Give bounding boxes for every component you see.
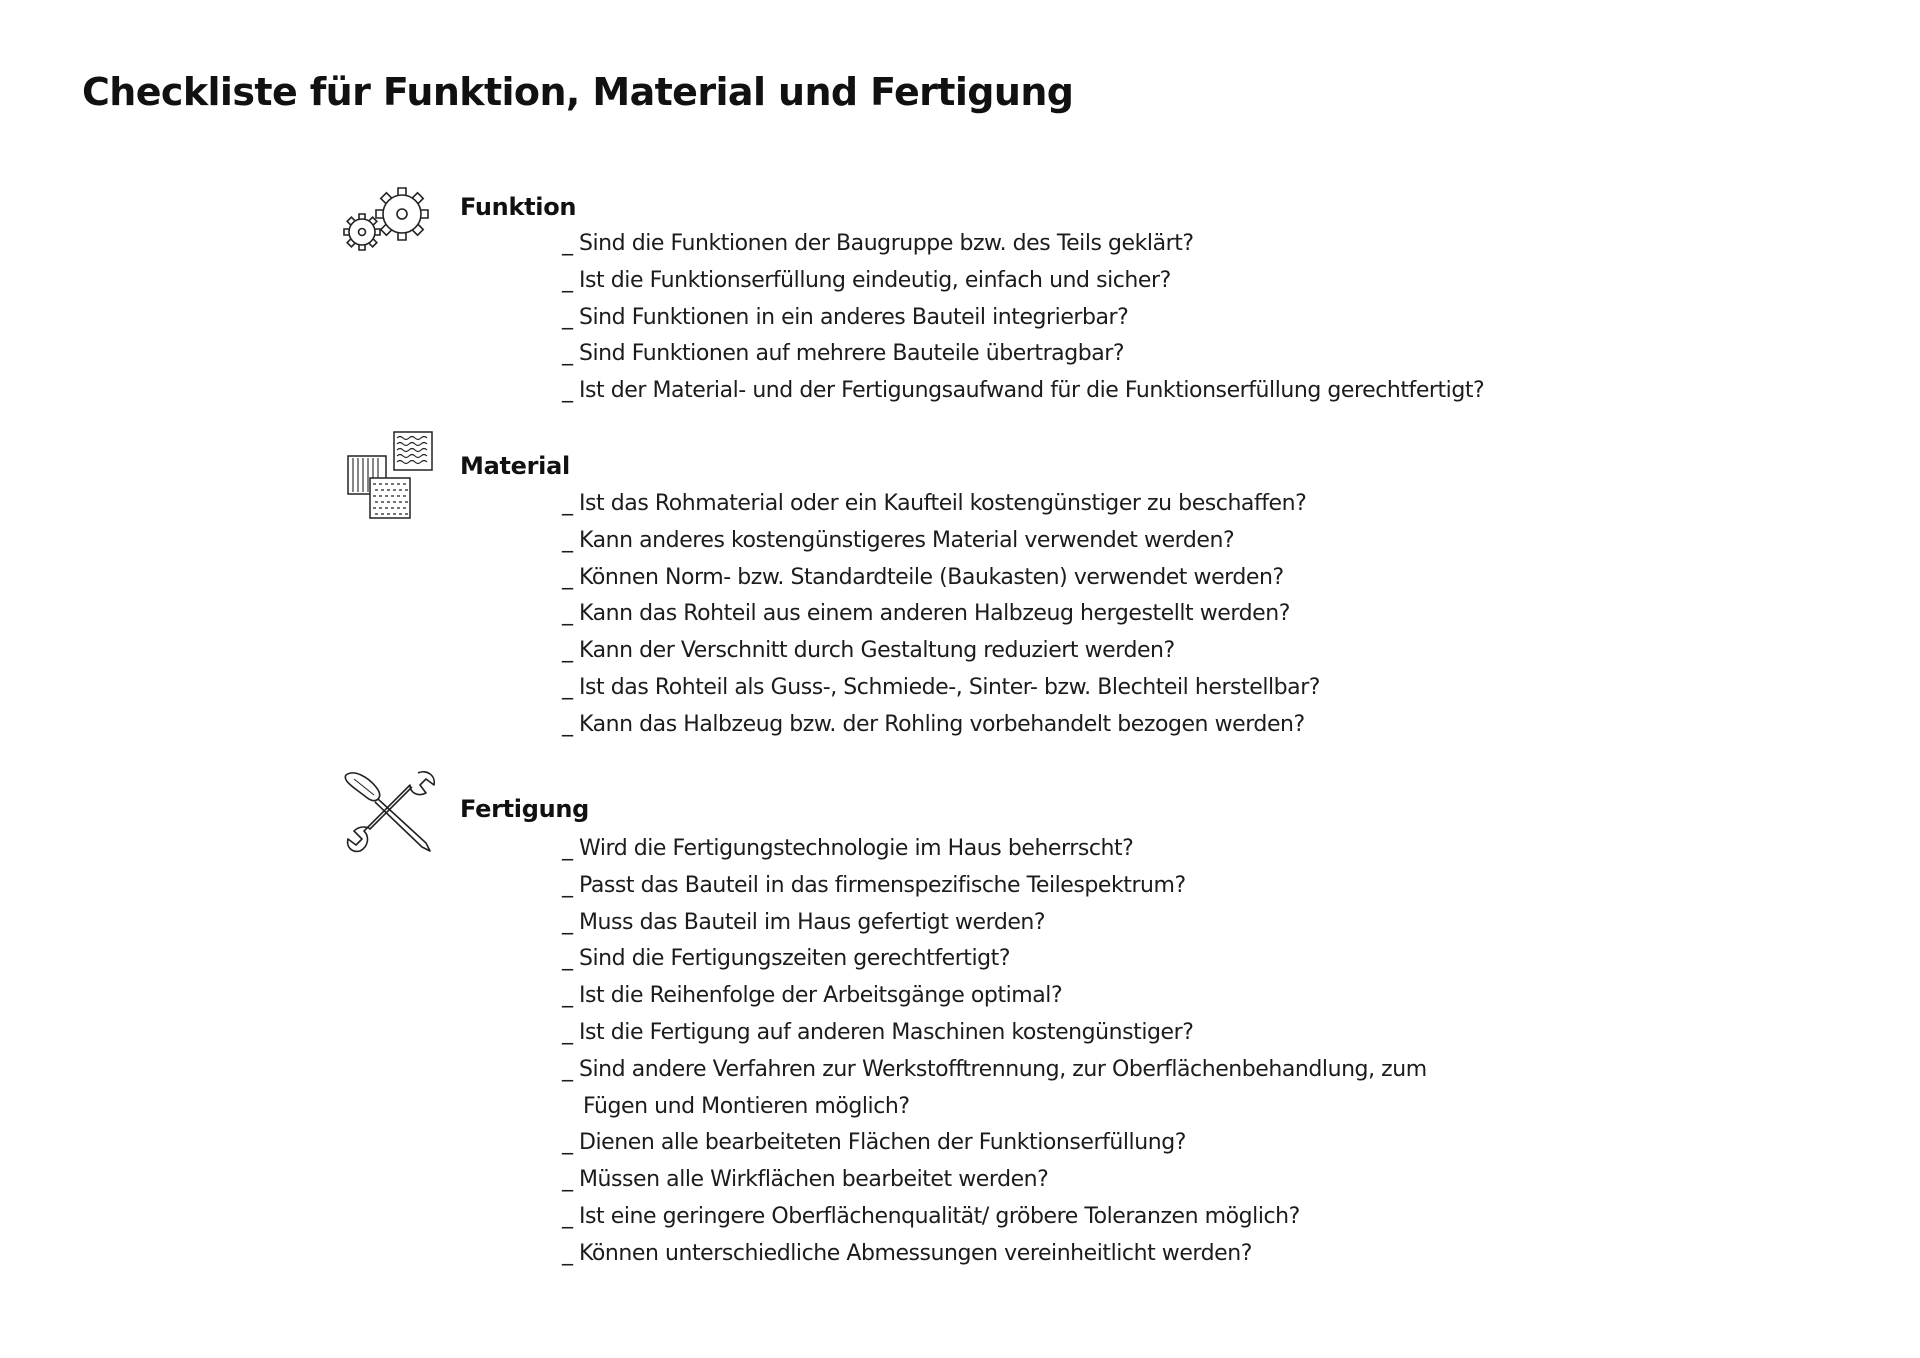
list-item: _ Ist das Rohmaterial oder ein Kaufteil kostengünstiger zu beschaffen? xyxy=(562,491,1307,516)
list-item: _ Sind andere Verfahren zur Werkstofftrennung, zur Oberflächenbehandlung, zum xyxy=(562,1056,1427,1082)
checklist-funktion xyxy=(562,226,1484,410)
list-item: _ Passt das Bauteil in das firmenspezifische Teilespektrum? xyxy=(562,872,1186,898)
checklist-fertigung xyxy=(562,831,1427,1273)
list-item: _ Müssen alle Wirkflächen bearbeitet werden? xyxy=(562,1167,1049,1193)
list-item: _ Können unterschiedliche Abmessungen vereinheitlicht werden? xyxy=(562,1240,1252,1266)
list-item: _ Kann das Halbzeug bzw. der Rohling vorbehandelt bezogen werden? xyxy=(562,711,1305,737)
list-item: _ Ist die Funktionserfüllung eindeutig, einfach und sicher? xyxy=(562,267,1171,293)
checklist-material xyxy=(562,486,1320,744)
list-item: _ Dienen alle bearbeiteten Flächen der Funktionserfüllung? xyxy=(562,1130,1186,1156)
list-item: _ Ist der Material- und der Fertigungsaufwand für die Funktionserfüllung gerechtfertigt? xyxy=(562,378,1485,404)
list-item-continuation: Fügen und Montieren möglich? xyxy=(583,1093,910,1119)
list-item: _ Können Norm- bzw. Standardteile (Baukasten) verwendet werden? xyxy=(562,564,1284,590)
material-samples-icon xyxy=(340,428,440,528)
list-item: _ Sind die Fertigungszeiten gerechtfertigt? xyxy=(562,946,1011,972)
gears-icon xyxy=(340,180,440,280)
list-item: _ Ist die Reihenfolge der Arbeitsgänge optimal? xyxy=(562,983,1063,1009)
list-item: _ Ist das Rohteil als Guss-, Schmiede-, Sinter- bzw. Blechteil herstellbar? xyxy=(562,674,1321,700)
list-item: _ Kann das Rohteil aus einem anderen Halbzeug hergestellt werden? xyxy=(562,601,1290,627)
list-item: _ Sind die Funktionen der Baugruppe bzw. des Teils geklärt? xyxy=(562,231,1194,256)
section-heading-fertigung: Fertigung xyxy=(460,795,590,823)
section-heading-material: Material xyxy=(460,452,570,480)
list-item: _ Kann der Verschnitt durch Gestaltung reduziert werden? xyxy=(562,638,1175,664)
screwdriver-wrench-icon xyxy=(340,765,440,865)
list-item: _ Wird die Fertigungstechnologie im Haus beherrscht? xyxy=(562,836,1134,861)
list-item: _ Ist eine geringere Oberflächenqualität/ gröbere Toleranzen möglich? xyxy=(562,1203,1300,1229)
page-title: Checkliste für Funktion, Material und Fertigung xyxy=(82,70,1074,114)
list-item: _ Muss das Bauteil im Haus gefertigt werden? xyxy=(562,909,1046,935)
section-heading-funktion: Funktion xyxy=(460,193,577,221)
list-item: _ Kann anderes kostengünstigeres Material verwendet werden? xyxy=(562,527,1235,553)
list-item: _ Sind Funktionen auf mehrere Bauteile übertragbar? xyxy=(562,341,1125,367)
list-item: _ Sind Funktionen in ein anderes Bauteil integrierbar? xyxy=(562,304,1129,330)
list-item: _ Ist die Fertigung auf anderen Maschinen kostengünstiger? xyxy=(562,1019,1194,1045)
